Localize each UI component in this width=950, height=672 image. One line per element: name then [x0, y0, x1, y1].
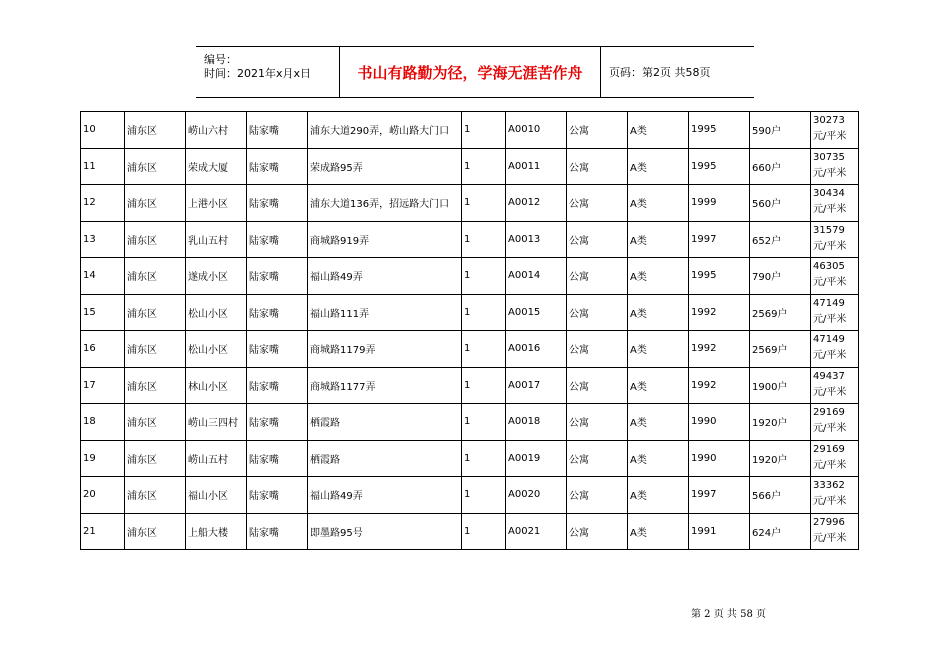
cell-community: 崂山六村 [186, 112, 247, 149]
cell-year: 1995 [689, 258, 750, 295]
header-meta [196, 47, 340, 97]
cell-type: 公寓 [567, 367, 628, 404]
cell-district: 浦东区 [125, 477, 186, 514]
cell-address: 福山路49弄 [308, 477, 462, 514]
cell-grade: A类 [628, 258, 689, 295]
cell-index: 20 [81, 477, 125, 514]
table-row [81, 221, 859, 258]
cell-address: 浦东大道136弄，招远路大门口 [308, 185, 462, 222]
header-page-code: 页码：第2页 共58页 [609, 66, 711, 79]
cell-community: 福山小区 [186, 477, 247, 514]
cell-community: 松山小区 [186, 294, 247, 331]
cell-type: 公寓 [567, 440, 628, 477]
cell-code: A0012 [506, 185, 567, 222]
table-row [81, 513, 859, 550]
cell-households: 1920户 [750, 440, 811, 477]
cell-households: 660户 [750, 148, 811, 185]
cell-community: 崂山五村 [186, 440, 247, 477]
cell-address: 荣成路95弄 [308, 148, 462, 185]
cell-type: 公寓 [567, 221, 628, 258]
cell-index: 18 [81, 404, 125, 441]
table-row [81, 112, 859, 149]
cell-type: 公寓 [567, 294, 628, 331]
cell-area: 陆家嘴 [247, 221, 308, 258]
cell-type: 公寓 [567, 404, 628, 441]
cell-community: 崂山三四村 [186, 404, 247, 441]
cell-area: 陆家嘴 [247, 367, 308, 404]
cell-grade: A类 [628, 221, 689, 258]
cell-district: 浦东区 [125, 112, 186, 149]
cell-year: 1995 [689, 112, 750, 149]
cell-area: 陆家嘴 [247, 513, 308, 550]
cell-district: 浦东区 [125, 404, 186, 441]
cell-households: 790户 [750, 258, 811, 295]
cell-count: 1 [462, 185, 506, 222]
cell-index: 19 [81, 440, 125, 477]
cell-index: 21 [81, 513, 125, 550]
cell-area: 陆家嘴 [247, 440, 308, 477]
cell-community: 上船大楼 [186, 513, 247, 550]
cell-code: A0015 [506, 294, 567, 331]
cell-index: 13 [81, 221, 125, 258]
cell-address: 浦东大道290弄，崂山路大门口 [308, 112, 462, 149]
table-row [81, 185, 859, 222]
cell-count: 1 [462, 112, 506, 149]
cell-type: 公寓 [567, 477, 628, 514]
cell-count: 1 [462, 440, 506, 477]
cell-year: 1997 [689, 221, 750, 258]
cell-district: 浦东区 [125, 294, 186, 331]
table-row [81, 258, 859, 295]
cell-type: 公寓 [567, 513, 628, 550]
cell-address: 商城路1179弄 [308, 331, 462, 368]
cell-code: A0014 [506, 258, 567, 295]
cell-grade: A类 [628, 331, 689, 368]
cell-community: 荣成大厦 [186, 148, 247, 185]
cell-community: 乳山五村 [186, 221, 247, 258]
cell-community: 松山小区 [186, 331, 247, 368]
cell-price: 30434元/平米 [811, 185, 859, 222]
cell-count: 1 [462, 331, 506, 368]
cell-households: 590户 [750, 112, 811, 149]
cell-grade: A类 [628, 112, 689, 149]
cell-price: 31579元/平米 [811, 221, 859, 258]
cell-year: 1992 [689, 367, 750, 404]
cell-year: 1992 [689, 294, 750, 331]
cell-households: 1900户 [750, 367, 811, 404]
cell-address: 商城路1177弄 [308, 367, 462, 404]
cell-code: A0019 [506, 440, 567, 477]
property-table [80, 111, 859, 550]
cell-households: 560户 [750, 185, 811, 222]
cell-district: 浦东区 [125, 367, 186, 404]
cell-year: 1990 [689, 440, 750, 477]
cell-price: 27996元/平米 [811, 513, 859, 550]
cell-year: 1995 [689, 148, 750, 185]
cell-district: 浦东区 [125, 258, 186, 295]
cell-district: 浦东区 [125, 185, 186, 222]
cell-price: 33362元/平米 [811, 477, 859, 514]
cell-count: 1 [462, 258, 506, 295]
cell-index: 10 [81, 112, 125, 149]
cell-households: 2569户 [750, 294, 811, 331]
cell-address: 栖霞路 [308, 404, 462, 441]
cell-year: 1999 [689, 185, 750, 222]
cell-area: 陆家嘴 [247, 258, 308, 295]
cell-households: 566户 [750, 477, 811, 514]
cell-grade: A类 [628, 513, 689, 550]
cell-area: 陆家嘴 [247, 331, 308, 368]
cell-index: 12 [81, 185, 125, 222]
cell-code: A0021 [506, 513, 567, 550]
document-date: 时间：2021年x月x日 [204, 67, 312, 80]
cell-grade: A类 [628, 148, 689, 185]
cell-price: 29169元/平米 [811, 440, 859, 477]
cell-count: 1 [462, 148, 506, 185]
cell-district: 浦东区 [125, 513, 186, 550]
cell-households: 2569户 [750, 331, 811, 368]
cell-address: 栖霞路 [308, 440, 462, 477]
cell-price: 49437元/平米 [811, 367, 859, 404]
cell-district: 浦东区 [125, 440, 186, 477]
cell-code: A0010 [506, 112, 567, 149]
table-row [81, 331, 859, 368]
cell-address: 福山路49弄 [308, 258, 462, 295]
table-row [81, 294, 859, 331]
cell-grade: A类 [628, 367, 689, 404]
cell-district: 浦东区 [125, 331, 186, 368]
cell-community: 遂成小区 [186, 258, 247, 295]
cell-type: 公寓 [567, 148, 628, 185]
cell-price: 47149元/平米 [811, 331, 859, 368]
cell-year: 1991 [689, 513, 750, 550]
cell-type: 公寓 [567, 112, 628, 149]
document-number-label: 编号： [204, 53, 237, 66]
cell-index: 11 [81, 148, 125, 185]
cell-price: 47149元/平米 [811, 294, 859, 331]
page-header [196, 46, 754, 98]
cell-count: 1 [462, 367, 506, 404]
page-footer: 第 2 页 共 58 页 [691, 609, 766, 620]
cell-code: A0020 [506, 477, 567, 514]
cell-index: 15 [81, 294, 125, 331]
cell-price: 30735元/平米 [811, 148, 859, 185]
cell-count: 1 [462, 477, 506, 514]
cell-price: 29169元/平米 [811, 404, 859, 441]
table-row [81, 148, 859, 185]
cell-grade: A类 [628, 185, 689, 222]
cell-grade: A类 [628, 440, 689, 477]
cell-grade: A类 [628, 404, 689, 441]
cell-index: 16 [81, 331, 125, 368]
cell-year: 1997 [689, 477, 750, 514]
cell-area: 陆家嘴 [247, 404, 308, 441]
cell-year: 1992 [689, 331, 750, 368]
cell-grade: A类 [628, 477, 689, 514]
cell-address: 福山路111弄 [308, 294, 462, 331]
cell-count: 1 [462, 404, 506, 441]
cell-area: 陆家嘴 [247, 185, 308, 222]
cell-community: 林山小区 [186, 367, 247, 404]
cell-district: 浦东区 [125, 148, 186, 185]
table-row [81, 477, 859, 514]
cell-code: A0016 [506, 331, 567, 368]
table-row [81, 367, 859, 404]
cell-code: A0018 [506, 404, 567, 441]
cell-code: A0017 [506, 367, 567, 404]
cell-area: 陆家嘴 [247, 294, 308, 331]
cell-type: 公寓 [567, 185, 628, 222]
table-row [81, 440, 859, 477]
cell-type: 公寓 [567, 258, 628, 295]
cell-year: 1990 [689, 404, 750, 441]
cell-code: A0013 [506, 221, 567, 258]
cell-address: 即墨路95号 [308, 513, 462, 550]
cell-area: 陆家嘴 [247, 477, 308, 514]
table-row [81, 404, 859, 441]
cell-price: 46305元/平米 [811, 258, 859, 295]
cell-count: 1 [462, 221, 506, 258]
cell-community: 上港小区 [186, 185, 247, 222]
table-body [81, 112, 859, 550]
cell-grade: A类 [628, 294, 689, 331]
cell-area: 陆家嘴 [247, 112, 308, 149]
cell-count: 1 [462, 294, 506, 331]
cell-households: 624户 [750, 513, 811, 550]
cell-index: 14 [81, 258, 125, 295]
header-motto: 书山有路勤为径，学海无涯苦作舟 [340, 47, 601, 97]
cell-address: 商城路919弄 [308, 221, 462, 258]
cell-area: 陆家嘴 [247, 148, 308, 185]
cell-district: 浦东区 [125, 221, 186, 258]
cell-code: A0011 [506, 148, 567, 185]
cell-index: 17 [81, 367, 125, 404]
cell-price: 30273元/平米 [811, 112, 859, 149]
cell-type: 公寓 [567, 331, 628, 368]
cell-count: 1 [462, 513, 506, 550]
cell-households: 1920户 [750, 404, 811, 441]
cell-households: 652户 [750, 221, 811, 258]
